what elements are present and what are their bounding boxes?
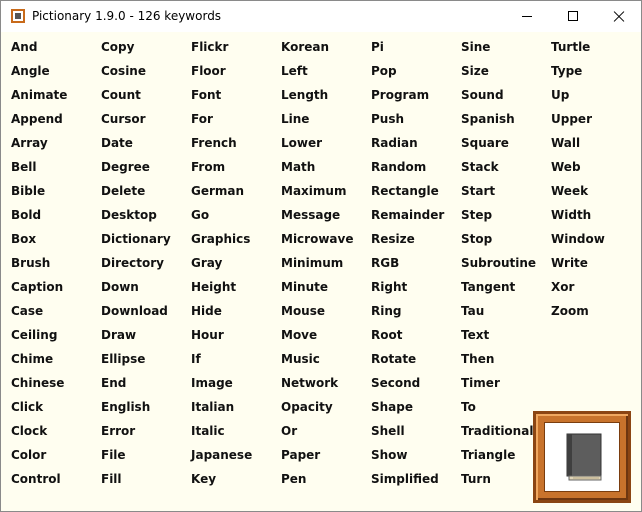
keyword-download[interactable]: Download <box>101 304 168 318</box>
keyword-traditional[interactable]: Traditional <box>461 424 534 438</box>
keyword-pi[interactable]: Pi <box>371 40 384 54</box>
keyword-start[interactable]: Start <box>461 184 496 198</box>
keyword-english[interactable]: English <box>101 400 151 414</box>
keyword-sound[interactable]: Sound <box>461 88 504 102</box>
keyword-pop[interactable]: Pop <box>371 64 397 78</box>
keyword-turn[interactable]: Turn <box>461 472 491 486</box>
keyword-count[interactable]: Count <box>101 88 141 102</box>
keyword-graphics[interactable]: Graphics <box>191 232 251 246</box>
keyword-clock[interactable]: Clock <box>11 424 48 438</box>
keyword-up[interactable]: Up <box>551 88 570 102</box>
keyword-web[interactable]: Web <box>551 160 581 174</box>
keyword-program[interactable]: Program <box>371 88 430 102</box>
keyword-spanish[interactable]: Spanish <box>461 112 515 126</box>
keyword-animate[interactable]: Animate <box>11 88 68 102</box>
keyword-microwave[interactable]: Microwave <box>281 232 354 246</box>
keyword-left[interactable]: Left <box>281 64 308 78</box>
maximize-button[interactable] <box>550 1 596 32</box>
keyword-go[interactable]: Go <box>191 208 210 222</box>
keyword-rgb[interactable]: RGB <box>371 256 400 270</box>
app-icon <box>11 9 25 23</box>
keyword-tau[interactable]: Tau <box>461 304 485 318</box>
keyword-french[interactable]: French <box>191 136 237 150</box>
keyword-math[interactable]: Math <box>281 160 316 174</box>
keyword-tangent[interactable]: Tangent <box>461 280 516 294</box>
keyword-floor[interactable]: Floor <box>191 64 226 78</box>
keyword-german[interactable]: German <box>191 184 245 198</box>
keyword-wall[interactable]: Wall <box>551 136 581 150</box>
keyword-box[interactable]: Box <box>11 232 37 246</box>
keyword-ellipse[interactable]: Ellipse <box>101 352 146 366</box>
keyword-week[interactable]: Week <box>551 184 589 198</box>
keyword-delete[interactable]: Delete <box>101 184 146 198</box>
picture-frame <box>533 411 631 503</box>
keyword-append[interactable]: Append <box>11 112 63 126</box>
keyword-font[interactable]: Font <box>191 88 222 102</box>
keyword-show[interactable]: Show <box>371 448 408 462</box>
keyword-lower[interactable]: Lower <box>281 136 323 150</box>
keyword-copy[interactable]: Copy <box>101 40 135 54</box>
keyword-shape[interactable]: Shape <box>371 400 414 414</box>
keyword-bible[interactable]: Bible <box>11 184 46 198</box>
keyword-upper[interactable]: Upper <box>551 112 592 126</box>
keyword-key[interactable]: Key <box>191 472 217 486</box>
book-icon <box>563 432 605 482</box>
keyword-and[interactable]: And <box>11 40 38 54</box>
keyword-length[interactable]: Length <box>281 88 329 102</box>
keyword-shell[interactable]: Shell <box>371 424 405 438</box>
keyword-cosine[interactable]: Cosine <box>101 64 146 78</box>
keyword-resize[interactable]: Resize <box>371 232 415 246</box>
keyword-stack[interactable]: Stack <box>461 160 499 174</box>
keyword-error[interactable]: Error <box>101 424 136 438</box>
keyword-bold[interactable]: Bold <box>11 208 42 222</box>
keyword-image[interactable]: Image <box>191 376 233 390</box>
keyword-ceiling[interactable]: Ceiling <box>11 328 58 342</box>
keyword-file[interactable]: File <box>101 448 126 462</box>
keyword-from[interactable]: From <box>191 160 226 174</box>
keyword-ring[interactable]: Ring <box>371 304 402 318</box>
keyword-mouse[interactable]: Mouse <box>281 304 326 318</box>
keyword-right[interactable]: Right <box>371 280 408 294</box>
keyword-step[interactable]: Step <box>461 208 493 222</box>
keyword-end[interactable]: End <box>101 376 127 390</box>
keyword-rectangle[interactable]: Rectangle <box>371 184 439 198</box>
minimize-button[interactable] <box>504 1 550 32</box>
keyword-root[interactable]: Root <box>371 328 403 342</box>
keyword-message[interactable]: Message <box>281 208 341 222</box>
keyword-chinese[interactable]: Chinese <box>11 376 65 390</box>
keyword-paper[interactable]: Paper <box>281 448 321 462</box>
keyword-if[interactable]: If <box>191 352 201 366</box>
keyword-cursor[interactable]: Cursor <box>101 112 146 126</box>
keyword-window[interactable]: Window <box>551 232 605 246</box>
keyword-angle[interactable]: Angle <box>11 64 50 78</box>
keyword-radian[interactable]: Radian <box>371 136 418 150</box>
keyword-music[interactable]: Music <box>281 352 320 366</box>
keyword-triangle[interactable]: Triangle <box>461 448 516 462</box>
keyword-height[interactable]: Height <box>191 280 237 294</box>
window-title: Pictionary 1.9.0 - 126 keywords <box>32 9 222 23</box>
keyword-move[interactable]: Move <box>281 328 318 342</box>
keyword-random[interactable]: Random <box>371 160 427 174</box>
keyword-to[interactable]: To <box>461 400 476 414</box>
keyword-gray[interactable]: Gray <box>191 256 223 270</box>
keyword-pen[interactable]: Pen <box>281 472 307 486</box>
keyword-remainder[interactable]: Remainder <box>371 208 445 222</box>
keyword-degree[interactable]: Degree <box>101 160 150 174</box>
keyword-push[interactable]: Push <box>371 112 405 126</box>
keyword-japanese[interactable]: Japanese <box>191 448 253 462</box>
keyword-brush[interactable]: Brush <box>11 256 51 270</box>
keyword-date[interactable]: Date <box>101 136 133 150</box>
keyword-desktop[interactable]: Desktop <box>101 208 157 222</box>
keyword-directory[interactable]: Directory <box>101 256 164 270</box>
keyword-dictionary[interactable]: Dictionary <box>101 232 171 246</box>
keyword-zoom[interactable]: Zoom <box>551 304 589 318</box>
keyword-write[interactable]: Write <box>551 256 588 270</box>
keyword-subroutine[interactable]: Subroutine <box>461 256 537 270</box>
keyword-maximum[interactable]: Maximum <box>281 184 347 198</box>
keyword-then[interactable]: Then <box>461 352 495 366</box>
keyword-type[interactable]: Type <box>551 64 583 78</box>
keyword-stop[interactable]: Stop <box>461 232 493 246</box>
keyword-minute[interactable]: Minute <box>281 280 329 294</box>
picture-panel <box>544 422 620 492</box>
keyword-hide[interactable]: Hide <box>191 304 222 318</box>
keyword-size[interactable]: Size <box>461 64 489 78</box>
keyword-sine[interactable]: Sine <box>461 40 491 54</box>
keyword-text[interactable]: Text <box>461 328 490 342</box>
keyword-korean[interactable]: Korean <box>281 40 330 54</box>
keyword-minimum[interactable]: Minimum <box>281 256 344 270</box>
keyword-array[interactable]: Array <box>11 136 48 150</box>
keyword-opacity[interactable]: Opacity <box>281 400 333 414</box>
keyword-second[interactable]: Second <box>371 376 421 390</box>
keyword-hour[interactable]: Hour <box>191 328 224 342</box>
keyword-width[interactable]: Width <box>551 208 592 222</box>
keyword-flickr[interactable]: Flickr <box>191 40 229 54</box>
keyword-square[interactable]: Square <box>461 136 509 150</box>
keyword-control[interactable]: Control <box>11 472 61 486</box>
keyword-timer[interactable]: Timer <box>461 376 500 390</box>
keyword-draw[interactable]: Draw <box>101 328 137 342</box>
keyword-or[interactable]: Or <box>281 424 298 438</box>
keyword-xor[interactable]: Xor <box>551 280 575 294</box>
keyword-turtle[interactable]: Turtle <box>551 40 591 54</box>
keyword-simplified[interactable]: Simplified <box>371 472 439 486</box>
keyword-line[interactable]: Line <box>281 112 310 126</box>
keyword-for[interactable]: For <box>191 112 213 126</box>
keyword-caption[interactable]: Caption <box>11 280 64 294</box>
keyword-chime[interactable]: Chime <box>11 352 54 366</box>
keyword-fill[interactable]: Fill <box>101 472 122 486</box>
keyword-click[interactable]: Click <box>11 400 44 414</box>
keyword-bell[interactable]: Bell <box>11 160 37 174</box>
title-bar[interactable] <box>1 1 641 32</box>
keyword-italic[interactable]: Italic <box>191 424 225 438</box>
keyword-color[interactable]: Color <box>11 448 47 462</box>
keyword-rotate[interactable]: Rotate <box>371 352 417 366</box>
keyword-down[interactable]: Down <box>101 280 139 294</box>
keyword-italian[interactable]: Italian <box>191 400 235 414</box>
keyword-network[interactable]: Network <box>281 376 339 390</box>
close-button[interactable] <box>596 1 642 32</box>
keyword-case[interactable]: Case <box>11 304 44 318</box>
